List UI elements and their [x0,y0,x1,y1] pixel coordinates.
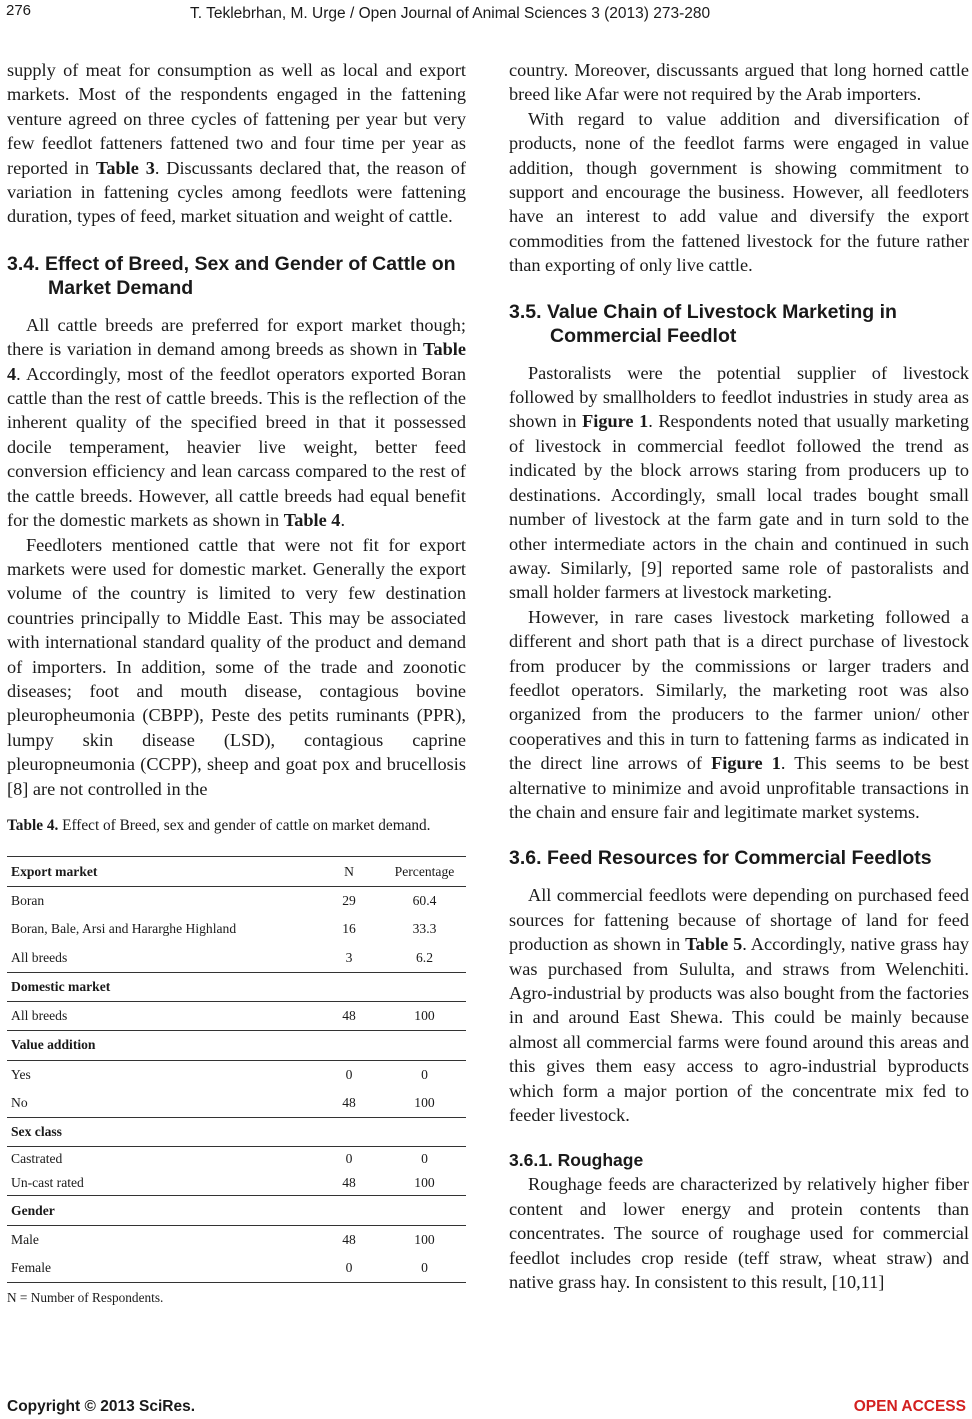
table-4-caption: Table 4. Effect of Breed, sex and gender of cattle on market demand. [7,816,431,834]
table-4-reference[interactable]: Table 4 [283,510,341,531]
section-3-5-heading: 3.5. Value Chain of Livestock Marketing in Commercial Feedlot [509,300,897,347]
table-5-reference[interactable]: Table 5 [685,934,743,955]
table-4-label: Table 4. [7,816,59,834]
paragraph-value-chain: Pastoralists were the potential supplier of livestock followed by smallholders to feedlot industries in study area as shown in Figure 1. Respondents noted that usually marketing of livestock in commercial feedlot followed the trend as indicated by the block arrows staring from producers up to destinations. Accordingly, small local trades bought small number of livestock at the farm gate and in turn sold to the other intermediate actors in the chain and continued in such away. Similarly, [9] reported same role of pastoralists and small holder farmers at livestock marketing. [509,362,969,603]
paragraph-roughage: Roughage feeds are characterized by relatively higher fiber content and lower energy and protein contents than concentrates. The source of roughage used for commercial feedlot includes crop reside (teff straw, wheat straw) and native grass hay. In consistent to this result, [10,11] [509,1174,969,1293]
paragraph-feed-resources: All commercial feedlots were depending on purchased feed sources for fattening because of shortage of land for feed production as shown in Table 5. Accordingly, native grass hay was purchased from Sululta, and straws from Welenchiti. Agro-industrial by products was also bought from the factories in and around East Shewa. This could be mainly because almost all commercial farms were found around this areas and this gives them easy access to agro-industrial byproducts which form a major portion of the concentrate mix fed to feeder livestock. [509,885,970,1126]
figure-1-reference[interactable]: Figure 1 [582,411,649,432]
right-column [509,58,969,1294]
column-header-n: N [315,857,383,886]
table-row: Boran, Bale, Arsi and Hararghe Highland 16 33.3 [11,921,437,937]
table-group-header: Value addition [7,1031,466,1060]
table-row: All breeds 3 6.2 [11,949,433,965]
table-group-header: Gender [7,1196,466,1225]
open-access-label: OPEN ACCESS [853,1398,966,1415]
section-3-6-1-heading: 3.6.1. Roughage [509,1150,644,1171]
table-4-note: N = Number of Respondents. [7,1290,164,1306]
paragraph-short-path: However, in rare cases livestock marketing followed a different and short path that is a direct purchase of livestock from producer by the commissions or larger traders and feedlot operators. Similarly, the marketing root was also organized from the producers to the farmer union/ other cooperatives and this in turn to fattening farms as indicated in the direct line arrows of Figure 1. This seems to be best alternative to minimize and avoid unprofitable transactions in the chain and ensure fair and legitimate market systems. [509,606,969,822]
table-row: Boran 29 60.4 [11,892,437,908]
table-row: Male 48 100 [11,1231,435,1247]
table-row: Female 0 0 [7,1254,466,1283]
table-row: Castrated 0 0 [11,1151,428,1167]
table-group-header: Sex class [7,1118,466,1147]
column-header-export-market: Export market [7,857,315,886]
section-3-4-heading: 3.4. Effect of Breed, Sex and Gender of Cattle on Market Demand [7,252,456,299]
paragraph-fattening-cycles: supply of meat for consumption as well as local and export markets. Most of the respondents engaged in the fattening venture agreed on three cycles of fattening per year but very few feedlot fatteners fattened two and four time per year as reported in Table 3. Discussants declared that, the reason of variation in fattening cycles among feedlots were fattening duration, types of feed, market situation and weight of cattle. [7,60,467,227]
table-4 [7,856,466,1283]
copyright-notice: Copyright © 2013 SciRes. [7,1398,196,1415]
table-group-header: Domestic market [7,972,466,1001]
table-row: Yes 0 0 [11,1066,428,1082]
table-row: Un-cast rated 48 100 [11,1175,435,1191]
figure-1-reference[interactable]: Figure 1 [711,753,781,774]
section-3-6-heading: 3.6. Feed Resources for Commercial Feedlots [509,847,932,870]
running-head: T. Teklebrhan, M. Urge / Open Journal of Animal Sciences 3 (2013) 273-280 [190,5,711,22]
table-header-row [7,857,466,886]
table-row: All breeds 48 100 [11,1008,435,1024]
page-number: 276 [6,2,32,19]
paragraph-arab-importers: country. Moreover, discussants argued that long horned cattle breed like Afar were not required by the Arab importers. [509,60,969,105]
table-row: No 48 100 [11,1094,435,1110]
paragraph-domestic-market: Feedloters mentioned cattle that were not fit for export markets were used for domestic market. Generally the export volume of the country is limited to very few destination countries principally to Middle East. This may be associated with international standard quality of the product and demand of importers. In addition, some of the trade and zoonotic diseases; foot and mouth disease, contagious bovine pleuropheumonia (CBPP), Peste des petits ruminants (PPR), lumpy skin disease (LSD), contagious caprine pleuropneumonia (CCPP), sheep and goat pox and brucellosis [8] are not controlled in the [7,534,466,799]
column-header-percentage: Percentage [383,857,466,886]
paragraph-value-addition: With regard to value addition and diversification of products, none of the feedlot farms were engaged in value addition, though government is showing commitment to support and encourage the business. However, all feedloters have an interest to add value and diversify the export commodities from the fattened livestock for the future rather than exporting of only live cattle. [509,108,969,276]
left-column [7,58,466,1307]
table-4-reference[interactable]: Table 4 [7,339,466,384]
table-3-reference[interactable]: Table 3 [95,157,155,178]
paragraph-breed-preference: All cattle breeds are preferred for export market though; there is variation in demand among breeds as shown in Table 4. Accordingly, most of the feedlot operators exported Boran cattle than the rest of cattle breeds. This is the reflection of the inherent quality of the specified breed in that it possessed docile temperament, heavier live weight, better feed conversion efficiency and lean carcass compared to the rest of the cattle breeds. However, all cattle breeds had equal benefit for the domestic markets as shown in Table 4. [7,314,466,531]
